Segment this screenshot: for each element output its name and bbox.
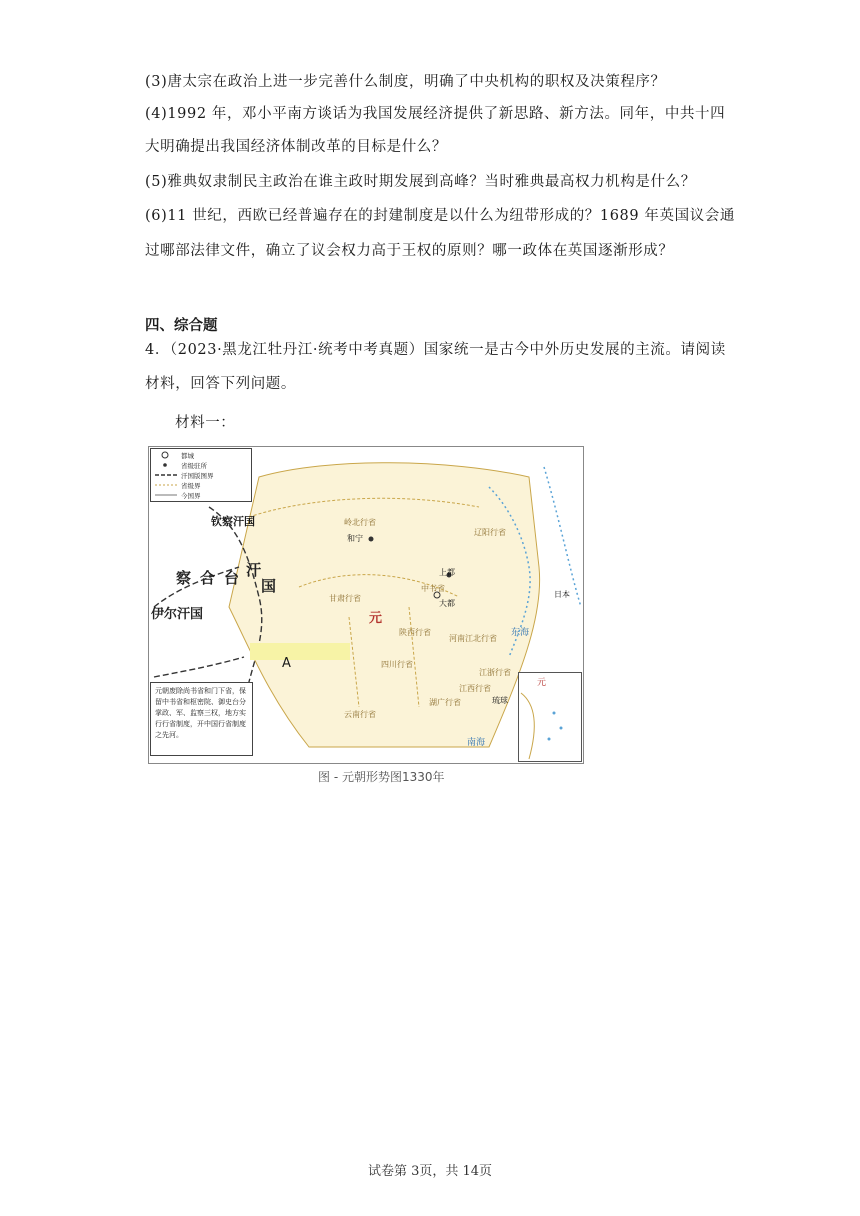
jiangzhe-label: 江浙行省	[479, 668, 511, 677]
question-6-line-1: (6)11 世纪，西欧已经普遍存在的封建制度是以什么为纽带形成的？1689 年英国议会通	[145, 208, 736, 224]
chagatai-khanate-char-3: 台	[224, 569, 240, 587]
hidden-label-box-a	[250, 643, 350, 660]
sichuan-label: 四川行省	[381, 660, 413, 669]
map-caption: 图 - 元朝形势图1330年	[318, 770, 445, 784]
material-label: 材料一：	[175, 415, 236, 431]
question-5: (5)雅典奴隶制民主政治在谁主政时期发展到高峰？当时雅典最高权力机构是什么？	[145, 174, 696, 190]
chagatai-khanate-char-2: 合	[200, 569, 216, 587]
yunnan-label: 云南行省	[344, 710, 376, 719]
question-4-intro-line-2: 材料，回答下列问题。	[145, 376, 296, 392]
map-legend	[150, 448, 252, 502]
huguang-label: 湖广行省	[429, 698, 461, 707]
chagatai-khanate-char-1: 察	[176, 569, 192, 587]
legend-province-border: 省级界	[181, 482, 201, 490]
south-sea-inset	[518, 672, 582, 762]
gansu-label: 甘肃行省	[329, 594, 361, 603]
lingbei-label: 岭北行省	[344, 518, 376, 527]
zhongshu-label: 中书省	[421, 584, 445, 593]
question-4-line-2: 大明确提出我国经济体制改革的目标是什么？	[145, 139, 447, 155]
section-title: 四、综合题	[145, 318, 218, 334]
shangdu-label: 上都	[439, 568, 455, 577]
inset-drawing	[519, 673, 581, 761]
ilkhanate-label: 伊尔汗国	[151, 607, 204, 622]
legend-provincial-seat: 省级驻所	[181, 462, 207, 470]
legend-khanate-border: 汗国版图界	[181, 472, 214, 480]
label-a: A	[282, 656, 291, 671]
golden-horde-label: 钦察汗国	[211, 515, 255, 528]
jiangxi-label: 江西行省	[459, 684, 491, 693]
helin-label: 和宁	[347, 534, 363, 543]
question-4-line-1: (4)1992 年，邓小平南方谈话为我国发展经济提供了新思路、新方法。同年，中共十四	[145, 106, 726, 122]
east-sea-label: 东海	[511, 628, 530, 638]
page-footer: 试卷第 3页，共 14页	[367, 1164, 493, 1179]
south-sea-label: 南海	[467, 738, 486, 748]
chagatai-khanate-char-4: 汗	[246, 561, 262, 579]
chagatai-khanate-char-5: 国	[261, 577, 277, 595]
legend-modern-border: 今国界	[181, 492, 201, 500]
dadu-label: 大都	[439, 599, 455, 608]
question-6-line-2: 过哪部法律文件，确立了议会权力高于王权的原则？哪一政体在英国逐渐形成？	[145, 243, 674, 259]
map-note: 元朝废除尚书省和门下省，保留中书省和枢密院、御史台分掌政、军、监察三权，地方实行行省制度，开中国行省制度之先河。	[150, 682, 253, 756]
shaanxi-label: 陕西行省	[399, 628, 431, 637]
question-4-intro-line-1: 4．（2023·黑龙江牡丹江·统考中考真题）国家统一是古今中外历史发展的主流。请阅读	[145, 342, 726, 358]
legend-capital: 都城	[181, 452, 194, 460]
liaoyang-label: 辽阳行省	[474, 528, 506, 537]
inset-yuan-label: 元	[537, 678, 547, 688]
japan-label: 日本	[554, 590, 570, 599]
question-3: (3)唐太宗在政治上进一步完善什么制度，明确了中央机构的职权及决策程序？	[145, 74, 666, 90]
henan-label: 河南江北行省	[449, 634, 497, 643]
yuan-label: 元	[369, 611, 383, 626]
liuqiu-label: 琉球	[492, 696, 508, 705]
